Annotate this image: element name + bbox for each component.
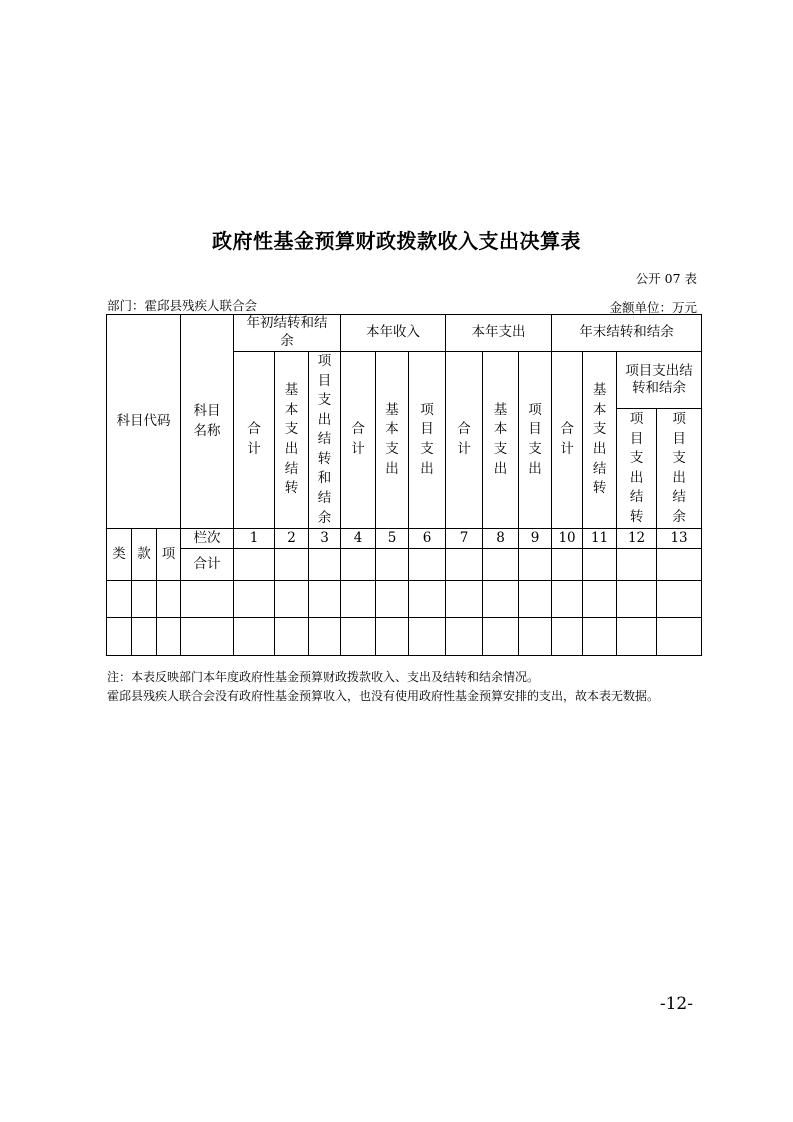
table-cell	[519, 581, 552, 618]
table-cell	[341, 581, 376, 618]
table-cell	[409, 581, 446, 618]
table-cell	[552, 549, 583, 581]
column-number: 1	[234, 529, 275, 549]
total-row-label: 合计	[181, 549, 234, 581]
table-notes	[107, 668, 659, 706]
table-cell	[309, 549, 341, 581]
table-cell	[617, 581, 657, 618]
begin-basic-carry-header: 基本支出结转	[275, 352, 309, 529]
table-cell	[107, 618, 132, 656]
begin-balance-header: 年初结转和结余	[234, 315, 341, 352]
table-cell	[275, 618, 309, 656]
note-line: 注：本表反映部门本年度政府性基金预算财政拨款收入、支出及结转和结余情况。	[107, 670, 540, 684]
end-basic-carry-header: 基本支出结转	[583, 352, 617, 529]
column-number: 13	[657, 529, 702, 549]
begin-total-header: 合计	[234, 352, 275, 529]
table-cell	[519, 549, 552, 581]
column-number: 11	[583, 529, 617, 549]
begin-project-header: 项目支出结转和结余	[309, 352, 341, 529]
subject-name-header: 科目名称	[181, 315, 234, 529]
table-cell	[181, 618, 234, 656]
page-number: -12-	[659, 994, 693, 1014]
note-line: 霍邱县残疾人联合会没有政府性基金预算收入，也没有使用政府性基金预算安排的支出，故本表无数据。	[107, 689, 660, 703]
subject-code-header: 科目代码	[107, 315, 181, 529]
column-number: 2	[275, 529, 309, 549]
column-number: 3	[309, 529, 341, 549]
table-row	[107, 618, 702, 656]
page-title: 政府性基金预算财政拨款收入支出决算表	[212, 229, 581, 253]
column-number: 8	[483, 529, 519, 549]
department-label: 部门：霍邱县残疾人联合会	[107, 298, 258, 313]
column-number: 5	[376, 529, 409, 549]
form-number: 公开 07 表	[635, 271, 697, 286]
end-project-balance-header: 项目支出结余	[657, 409, 702, 529]
table-cell	[234, 581, 275, 618]
table-cell	[132, 581, 157, 618]
category-class-header: 类	[107, 529, 132, 581]
income-project-header: 项目支出	[409, 352, 446, 529]
table-row	[107, 549, 702, 581]
amount-unit-label: 金额单位：万元	[609, 300, 697, 315]
column-number-label: 栏次	[181, 529, 234, 549]
expense-basic-header: 基本支出	[483, 352, 519, 529]
table-cell	[519, 618, 552, 656]
column-number: 7	[446, 529, 483, 549]
expense-total-header: 合计	[446, 352, 483, 529]
end-balance-header: 年末结转和结余	[552, 315, 702, 352]
column-number: 6	[409, 529, 446, 549]
table-cell	[657, 581, 702, 618]
expense-project-header: 项目支出	[519, 352, 552, 529]
table-cell	[446, 581, 483, 618]
table-cell	[341, 618, 376, 656]
table-cell	[446, 549, 483, 581]
table-cell	[157, 581, 181, 618]
table-cell	[234, 549, 275, 581]
table-cell	[409, 549, 446, 581]
table-cell	[446, 618, 483, 656]
table-cell	[617, 618, 657, 656]
income-header: 本年收入	[341, 315, 446, 352]
table-cell	[341, 549, 376, 581]
category-section-header: 款	[132, 529, 157, 581]
table-cell	[309, 581, 341, 618]
table-cell	[552, 581, 583, 618]
column-number: 10	[552, 529, 583, 549]
table-cell	[583, 618, 617, 656]
table-cell	[181, 581, 234, 618]
table-cell	[552, 618, 583, 656]
category-item-header: 项	[157, 529, 181, 581]
table-cell	[583, 581, 617, 618]
table-cell	[275, 549, 309, 581]
table-row	[107, 581, 702, 618]
end-total-header: 合计	[552, 352, 583, 529]
table-cell	[483, 618, 519, 656]
table-cell	[275, 581, 309, 618]
column-number: 12	[617, 529, 657, 549]
table-cell	[376, 581, 409, 618]
table-cell	[583, 549, 617, 581]
table-cell	[376, 618, 409, 656]
table-cell	[483, 549, 519, 581]
table-cell	[657, 618, 702, 656]
table-cell	[132, 618, 157, 656]
table-cell	[157, 618, 181, 656]
table-cell	[483, 581, 519, 618]
table-cell	[309, 618, 341, 656]
end-project-header: 项目支出结转和结余	[617, 352, 702, 409]
column-number: 4	[341, 529, 376, 549]
fund-budget-table	[106, 314, 702, 656]
table-cell	[234, 618, 275, 656]
table-cell	[657, 549, 702, 581]
income-total-header: 合计	[341, 352, 376, 529]
income-basic-header: 基本支出	[376, 352, 409, 529]
table-cell	[617, 549, 657, 581]
table-cell	[409, 618, 446, 656]
table-cell	[107, 581, 132, 618]
expense-header: 本年支出	[446, 315, 552, 352]
column-number: 9	[519, 529, 552, 549]
table-cell	[376, 549, 409, 581]
end-project-carry-header: 项目支出结转	[617, 409, 657, 529]
